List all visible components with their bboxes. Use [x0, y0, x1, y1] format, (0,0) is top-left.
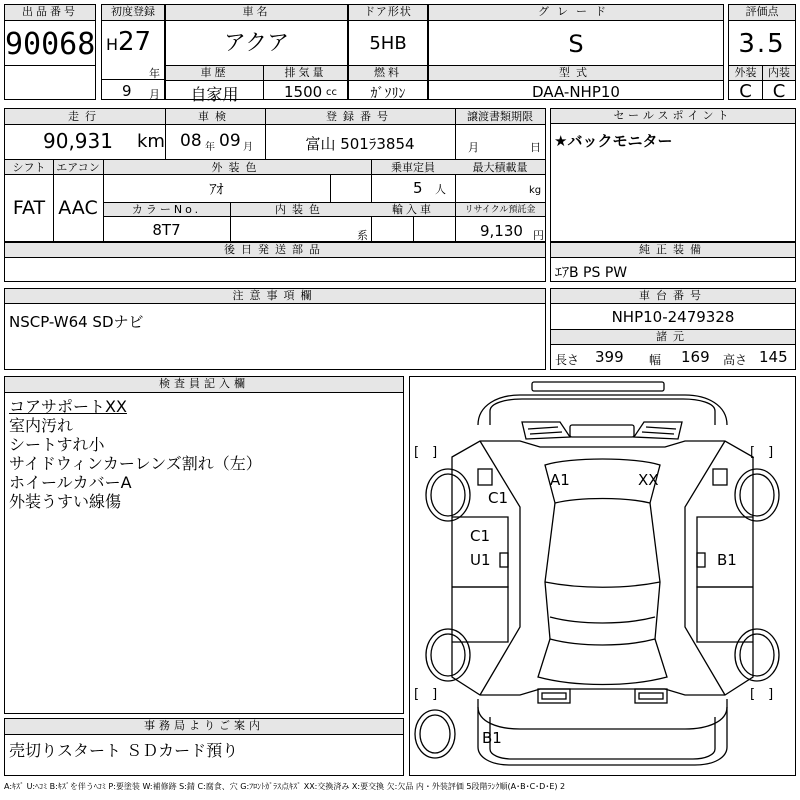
transfer-day-unit: 日 — [530, 141, 541, 154]
vehicle-info-box — [4, 108, 546, 242]
caution-label: 注意事項欄 — [5, 289, 545, 304]
length-label: 長さ — [555, 353, 580, 367]
load-unit: kg — [529, 185, 542, 196]
front-inner — [490, 399, 715, 425]
grille — [570, 425, 634, 437]
shift-value: FAT — [12, 197, 46, 219]
score-value: 3.5 — [738, 29, 786, 59]
door-box — [348, 4, 428, 100]
mileage-value: 90,931 — [43, 129, 113, 153]
body-outline — [452, 441, 753, 695]
displacement-value: 1500 — [284, 83, 323, 101]
rear-bumper — [478, 707, 727, 765]
first-reg-label: 初度登録 — [102, 5, 164, 21]
caution-box — [4, 288, 546, 370]
genuine-label: 純正装備 — [551, 243, 795, 258]
color-no-value: 8T7 — [152, 221, 181, 239]
roof — [545, 503, 660, 645]
score-label: 評価点 — [729, 5, 795, 21]
reg-year: 27 — [118, 27, 152, 57]
mark-b1-right: B1 — [717, 551, 737, 569]
exterior-label: 外装 — [734, 66, 757, 79]
transfer-month-unit: 月 — [468, 141, 479, 154]
width-label: 幅 — [649, 353, 662, 367]
office-value: 売切りスタート ＳＤカード預り — [9, 741, 239, 760]
chassis-value: NHP10-2479328 — [611, 308, 735, 326]
inspector-line: コアサポートXX — [9, 397, 127, 416]
displacement-label: 排気量 — [284, 66, 327, 79]
color-no-label: カラーNo. — [131, 203, 202, 216]
genuine-box — [550, 242, 796, 282]
inspection-month: 09 — [219, 131, 241, 151]
car-diagram — [410, 377, 795, 775]
interior-label: 内装 — [768, 66, 790, 79]
car-diagram-box — [409, 376, 796, 776]
door-label: ドア形状 — [349, 5, 427, 21]
width-value: 169 — [681, 348, 710, 366]
mark-b1-spare: B1 — [482, 729, 502, 747]
interior-value: C — [772, 81, 786, 102]
model-value: アクア — [223, 31, 290, 56]
inspector-label: 検査員記入欄 — [5, 377, 403, 393]
chassis-box — [550, 288, 796, 370]
later-parts-box — [4, 242, 546, 282]
bracket-front-right: [ ] — [750, 445, 774, 460]
plate-label: 登録番号 — [326, 110, 394, 123]
office-label: 事務局よりご案内 — [5, 719, 403, 735]
length-value: 399 — [595, 348, 624, 366]
later-parts-label: 後日発送部品 — [5, 243, 545, 258]
bracket-front-left: [ ] — [414, 445, 438, 460]
capacity-label: 乗車定員 — [391, 161, 435, 174]
inspector-line: 外装うすい線傷 — [9, 492, 122, 511]
capacity-value: 5 — [413, 179, 423, 197]
import-label: 輸入車 — [392, 203, 434, 216]
front-right-wheel — [735, 469, 779, 521]
right-mirror — [713, 469, 727, 485]
rear-outline — [478, 699, 727, 729]
model-box — [165, 4, 348, 104]
height-value: 145 — [759, 348, 788, 366]
history-value: 自家用 — [190, 85, 239, 104]
model-label: 車名 — [166, 5, 347, 21]
first-reg-box — [101, 4, 165, 100]
history-label: 車歴 — [200, 66, 229, 79]
office-box — [4, 718, 404, 776]
rear-window — [538, 639, 667, 685]
mark-c1-door: C1 — [470, 527, 491, 545]
month-unit: 月 — [149, 88, 160, 101]
door-value: 5HB — [369, 33, 407, 54]
recycle-unit: 円 — [533, 229, 544, 242]
fuel-label: 燃料 — [349, 66, 427, 80]
spare-tire — [415, 710, 455, 758]
left-taillight — [538, 689, 570, 703]
capacity-unit: 人 — [435, 183, 446, 196]
int-color-unit: 系 — [357, 229, 368, 242]
inspector-box — [4, 376, 404, 714]
sales-point-box — [550, 108, 796, 242]
mileage-label: 走行 — [68, 110, 102, 123]
color-value: ｱｵ — [209, 182, 224, 198]
legend: A:ｷｽﾞ U:ﾍｺﾐ B:ｷｽﾞを伴うﾍｺﾐ P:要塗装 W:補修跡 S:錆 C:腐食、穴 G:ﾌﾛﾝﾄｶﾞﾗｽ点ｷｽﾞ XX:交換済み X:要交換 欠:欠品 内・外装評価 5段階ﾗﾝｸ順(A･B･C･D･E) 2 — [4, 782, 566, 791]
inspection-month-unit: 月 — [243, 142, 253, 153]
color-label: 外装色 — [211, 161, 263, 174]
right-headlight — [634, 422, 682, 439]
ac-value: AAC — [58, 197, 98, 219]
reg-month: 9 — [122, 82, 132, 100]
type-value: DAA-NHP10 — [532, 83, 620, 101]
lot-box — [4, 4, 96, 100]
left-mirror — [478, 469, 492, 485]
score-box — [728, 4, 796, 100]
year-unit: 年 — [149, 67, 160, 80]
inspector-line: シートすれ小 — [9, 435, 105, 454]
type-label: 型式 — [429, 66, 723, 80]
inspector-line: サイドウィンカーレンズ割れ（左） — [9, 454, 262, 473]
dims-label: 諸元 — [551, 330, 795, 344]
mark-c1-front-left: C1 — [488, 489, 509, 507]
ac-label: エアコン — [56, 161, 100, 174]
chassis-label: 車台番号 — [551, 289, 795, 304]
mileage-unit: km — [137, 131, 165, 152]
recycle-label: リサイクル預託金 — [464, 205, 536, 215]
grade-box — [428, 4, 724, 100]
plate-value: 富山 501ﾗ3854 — [305, 135, 415, 153]
lot-label: 出品番号 — [5, 5, 95, 21]
inspector-line: ホイールカバーA — [9, 473, 132, 492]
transfer-label: 譲渡書類期限 — [467, 110, 533, 123]
inspector-lines — [9, 397, 262, 511]
inspection-label: 車検 — [198, 110, 232, 123]
bracket-rear-left: [ ] — [414, 687, 438, 702]
inspection-year: 08 — [180, 131, 202, 151]
front-bumper — [532, 382, 664, 391]
genuine-value: ｴｱB PS PW — [555, 265, 628, 281]
mark-a1: A1 — [550, 471, 570, 489]
mark-xx: XX — [638, 471, 659, 489]
rear-left-wheel — [426, 629, 470, 681]
load-label: 最大積載量 — [472, 161, 528, 174]
exterior-value: C — [739, 81, 752, 102]
inspector-line: 室内汚れ — [9, 416, 74, 435]
rear-right-wheel — [735, 629, 779, 681]
sales-point-value: ★バックモニター — [554, 132, 673, 150]
mark-u1: U1 — [470, 551, 491, 569]
left-headlight — [522, 422, 570, 439]
lot-number: 90068 — [5, 27, 96, 62]
caution-value: NSCP-W64 SDナビ — [9, 313, 144, 331]
int-color-label: 内装色 — [275, 203, 326, 216]
front-left-wheel — [426, 469, 470, 521]
sales-point-label: セールスポイント — [551, 109, 795, 124]
height-label: 高さ — [723, 353, 748, 367]
fuel-value: ｶﾞｿﾘﾝ — [370, 86, 406, 102]
era-letter: H — [106, 35, 119, 54]
recycle-value: 9,130 — [480, 222, 523, 240]
grade-label: グレード — [429, 5, 723, 21]
bracket-rear-right: [ ] — [750, 687, 774, 702]
right-taillight — [635, 689, 667, 703]
inspection-year-unit: 年 — [205, 142, 215, 153]
grade-value: S — [568, 30, 584, 58]
displacement-unit: cc — [326, 87, 337, 98]
shift-label: シフト — [12, 161, 46, 174]
